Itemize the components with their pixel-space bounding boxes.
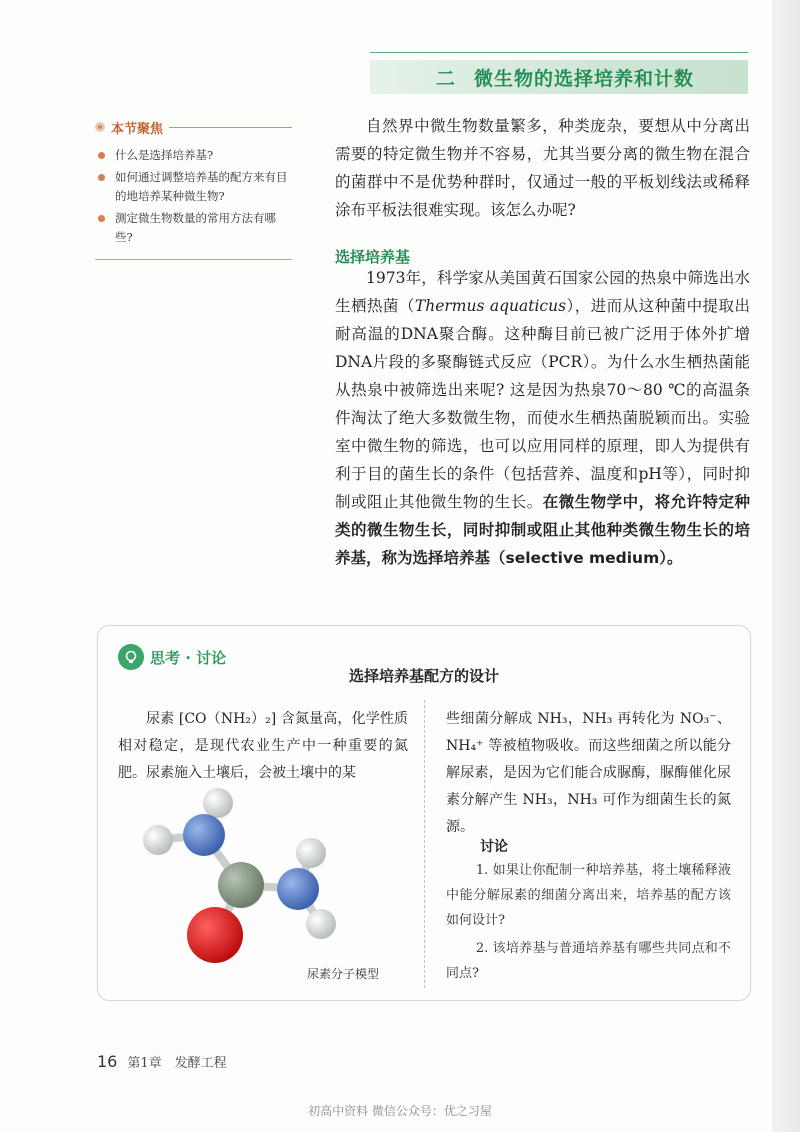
discussion-left-text: 尿素 [CO（NH₂）₂] 含氮量高，化学性质相对稳定，是现代农业生产中一种重要的氮肥。尿素施入土壤后，会被土壤中的某	[118, 711, 408, 781]
focus-item: 测定微生物数量的常用方法有哪些?	[95, 209, 292, 247]
hydrogen-atom	[143, 825, 173, 855]
section-focus-panel	[95, 116, 292, 250]
nitrogen-atom	[277, 868, 319, 910]
page-footer	[97, 1052, 227, 1071]
hydrogen-atom	[296, 838, 326, 868]
focus-item: 如何通过调整培养基的配方来有目的地培养某种微生物?	[95, 168, 292, 206]
page-edge	[772, 0, 800, 1132]
intro-paragraph: 自然界中微生物数量繁多，种类庞杂，要想从中分离出需要的特定微生物并不容易，尤其当要分离的微生物在混合的菌群中不是优势种群时，仅通过一般的平板划线法或稀释涂布平板法很难实现。该怎么办呢?	[335, 117, 750, 219]
focus-divider	[169, 127, 292, 128]
oxygen-atom	[187, 907, 243, 963]
column-divider	[424, 700, 425, 988]
subsection-paragraph	[335, 264, 750, 572]
nitrogen-atom	[183, 814, 225, 856]
focus-bottom-rule	[95, 259, 292, 260]
chapter-label: 第1章 发酵工程	[127, 1056, 227, 1071]
body-text-part1: 1973年，科学家从美国黄石国家公园的热泉中筛选出水生栖热菌（	[335, 269, 750, 315]
section-rule	[370, 52, 748, 53]
discussion-question-2: 2. 该培养基与普通培养基有哪些共同点和不同点?	[446, 941, 731, 981]
discussion-subheading: 讨论	[480, 839, 508, 855]
focus-bullet-icon	[95, 122, 105, 132]
focus-header	[95, 116, 292, 138]
discussion-question-1: 1. 如果让你配制一种培养基，将土壤稀释液中能分解尿素的细菌分离出来，培养基的配方该如何设计?	[446, 863, 731, 928]
subsection-title: 选择培养基	[335, 248, 411, 266]
definition-text: 在微生物学中，将允许特定种类的微生物生长，同时抑制或阻止其他种类微生物生长的培养基，称为选择培养基（selective medium）。	[335, 493, 750, 567]
species-name: Thermus aquaticus	[414, 297, 567, 315]
molecule-caption: 尿素分子模型	[307, 967, 380, 981]
watermark-text: 初高中资料 微信公众号：优之习屋	[308, 1104, 492, 1118]
focus-title: 本节聚焦	[111, 121, 164, 137]
discussion-label: 思考 · 讨论	[150, 648, 227, 667]
page-number: 16	[97, 1052, 118, 1071]
discussion-title: 选择培养基配方的设计	[348, 667, 499, 685]
hydrogen-atom	[203, 788, 233, 818]
focus-list	[95, 146, 292, 247]
focus-item: 什么是选择培养基?	[95, 146, 292, 165]
section-number: 二	[436, 67, 457, 90]
section-title: 微生物的选择培养和计数	[474, 67, 695, 90]
carbon-atom	[218, 862, 264, 908]
body-text-part2: ），进而从这种菌中提取出耐高温的DNA聚合酶。这种酶目前已被广泛用于体外扩增DNA片段的多聚酶链式反应（PCR）。为什么水生栖热菌能从热泉中被筛选出来呢? 这是因为热泉70～80 ℃的高温条件淘汰了绝大多数微生物，而使水生栖热菌脱颖而出。实验室中微生物的筛选，也可以应用同样的原理，即人为提供有利于目的菌生长的条件（包括营养、温度和pH等），同时抑制或阻止其他微生物的生长。	[335, 297, 750, 511]
section-title-bar	[370, 60, 748, 94]
discussion-right-text: 些细菌分解成 NH₃，NH₃ 再转化为 NO₃⁻、NH₄⁺ 等被植物吸收。而这些细菌之所以能分解尿素，是因为它们能合成脲酶，脲酶催化尿素分解产生 NH₃，NH₃ 可作为细菌生长的氮源。	[446, 711, 731, 835]
hydrogen-atom	[306, 909, 336, 939]
urea-molecule-model	[130, 785, 370, 980]
